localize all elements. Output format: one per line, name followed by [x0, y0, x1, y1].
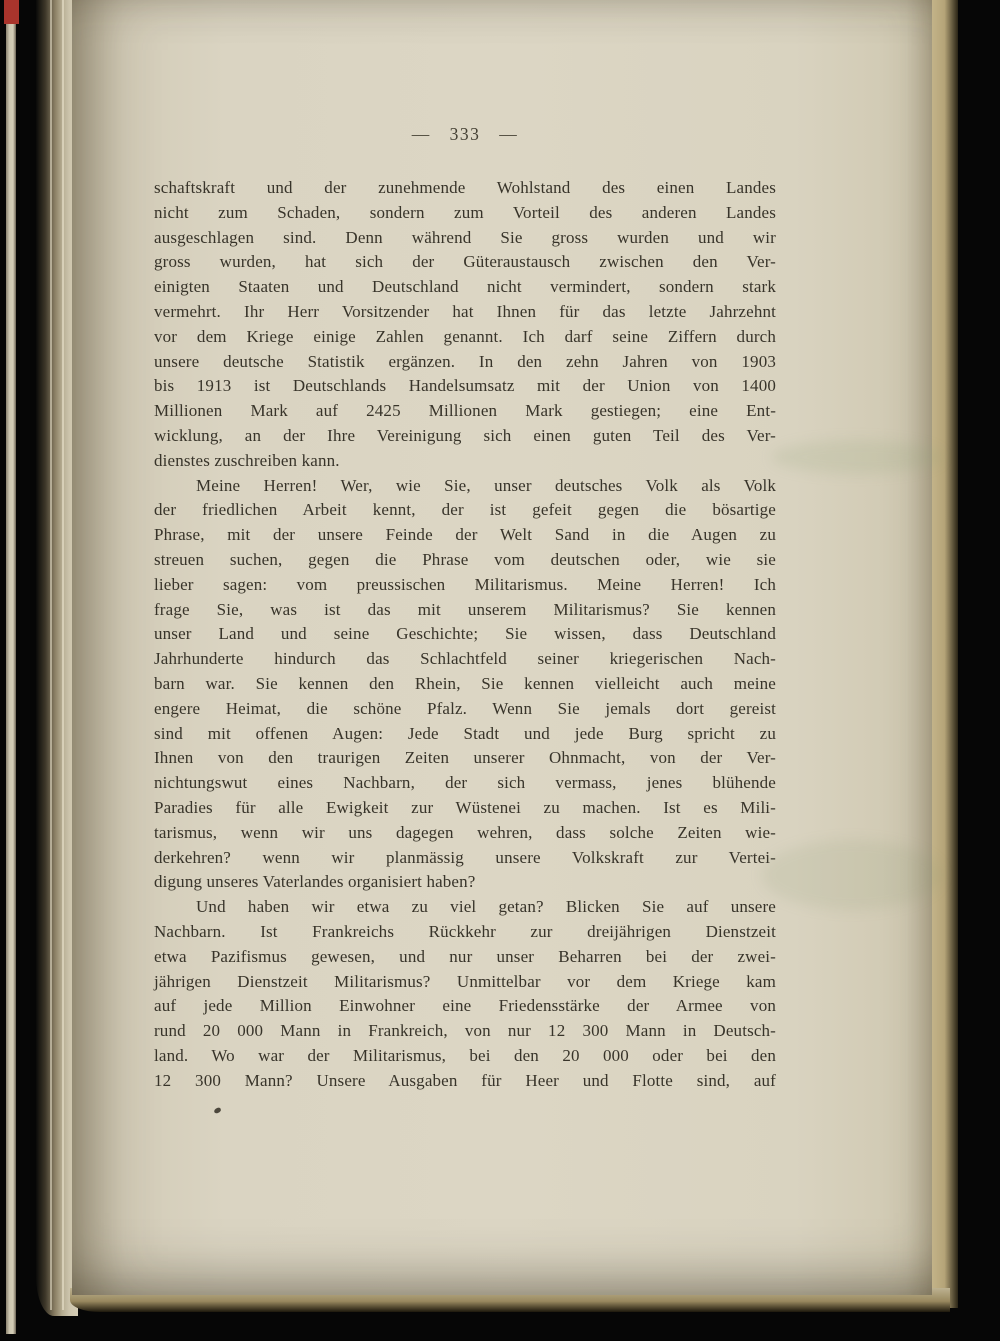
text-line: Nachbarn. Ist Frankreichs Rückkehr zur dreijährigen Dienstzeit — [154, 921, 776, 941]
text-line: schaftskraft und der zunehmende Wohlstand des einen Landes — [154, 178, 776, 197]
page-edge-line — [50, 0, 52, 1310]
text-line: auf jede Million Einwohner eine Friedensstärke der Armee von — [154, 996, 776, 1016]
text-line: nichtungswut eines Nachbarn, der sich vermass, jenes blühende — [154, 773, 776, 793]
text-line: vor dem Kriege einige Zahlen genannt. Ich darf seine Ziffern durch — [154, 326, 776, 346]
text-line: gross wurden, hat sich der Güteraustausch zwischen den Ver- — [154, 252, 776, 272]
text-line: Paradies für alle Ewigkeit zur Wüstenei zu machen. Ist es Mili- — [154, 797, 776, 817]
text-line: digung unseres Vaterlandes organisiert haben? — [154, 872, 476, 892]
paragraph — [154, 895, 776, 1093]
text-line: land. Wo war der Militarismus, bei den 20 000 oder bei den — [154, 1045, 776, 1065]
text-line: nicht zum Schaden, sondern zum Vorteil des anderen Landes — [154, 202, 776, 222]
text-line: derkehren? wenn wir planmässig unsere Volkskraft zur Vertei- — [154, 847, 776, 867]
book-page — [72, 0, 932, 1295]
text-line: Ihnen von den traurigen Zeiten unserer Ohnmacht, von der Ver- — [154, 748, 776, 768]
text-line: etwa Pazifismus gewesen, und nur unser Beharren bei der zwei- — [154, 946, 776, 966]
text-line: wicklung, an der Ihre Vereinigung sich einen guten Teil des Ver- — [154, 425, 776, 445]
text-line: vermehrt. Ihr Herr Vorsitzender hat Ihnen für das letzte Jahrzehnt — [154, 301, 776, 321]
text-line: der friedlichen Arbeit kennt, der ist gefeit gegen die bösartige — [154, 500, 776, 520]
text-line: Millionen Mark auf 2425 Millionen Mark gestiegen; eine Ent- — [154, 401, 776, 421]
text-line: engere Heimat, die schöne Pfalz. Wenn Sie jemals dort gereist — [154, 698, 776, 718]
text-line: sind mit offenen Augen: Jede Stadt und jede Burg spricht zu — [154, 723, 776, 743]
text-line: unsere deutsche Statistik ergänzen. In den zehn Jahren von 1903 — [154, 351, 776, 371]
paragraph — [154, 474, 776, 896]
text-line: tarismus, wenn wir uns dagegen wehren, dass solche Zeiten wie- — [154, 822, 776, 842]
text-line: rund 20 000 Mann in Frankreich, von nur 12 300 Mann in Deutsch- — [154, 1021, 776, 1041]
text-line: Und haben wir etwa zu viel getan? Blicken Sie auf unsere — [196, 897, 776, 917]
ink-speck — [213, 1107, 221, 1114]
text-line: lieber sagen: vom preussischen Militarismus. Meine Herren! Ich — [154, 574, 776, 594]
text-line: 12 300 Mann? Unsere Ausgaben für Heer und Flotte sind, auf — [154, 1070, 776, 1090]
page-text — [154, 176, 776, 1093]
page-number: — 333 — — [411, 124, 519, 144]
page-stain — [772, 440, 942, 474]
text-line: streuen suchen, gegen die Phrase vom deutschen oder, wie sie — [154, 549, 776, 569]
page-edge-line — [62, 0, 64, 1310]
fore-edge-page-stack — [928, 0, 958, 1308]
text-line: jährigen Dienstzeit Militarismus? Unmittelbar vor dem Kriege kam — [154, 971, 776, 991]
red-mark — [4, 0, 19, 24]
spine-page-edge — [6, 0, 16, 1334]
text-line: ausgeschlagen sind. Denn während Sie gross wurden und wir — [154, 227, 776, 247]
text-line: unser Land und seine Geschichte; Sie wissen, dass Deutschland — [154, 624, 776, 644]
paragraph — [154, 176, 776, 474]
text-line: barn war. Sie kennen den Rhein, Sie kennen vielleicht auch meine — [154, 673, 776, 693]
text-line: Meine Herren! Wer, wie Sie, unser deutsches Volk als Volk — [196, 475, 776, 495]
text-line: frage Sie, was ist das mit unserem Militarismus? Sie kennen — [154, 599, 776, 619]
text-line: bis 1913 ist Deutschlands Handelsumsatz mit der Union von 1400 — [154, 376, 776, 396]
text-line: dienstes zuschreiben kann. — [154, 450, 340, 470]
text-line: einigten Staaten und Deutschland nicht vermindert, sondern stark — [154, 277, 776, 297]
text-line: Phrase, mit der unsere Feinde der Welt Sand in die Augen zu — [154, 525, 776, 545]
text-line: Jahrhunderte hindurch das Schlachtfeld seiner kriegerischen Nach- — [154, 649, 776, 669]
page-stain — [762, 840, 942, 910]
